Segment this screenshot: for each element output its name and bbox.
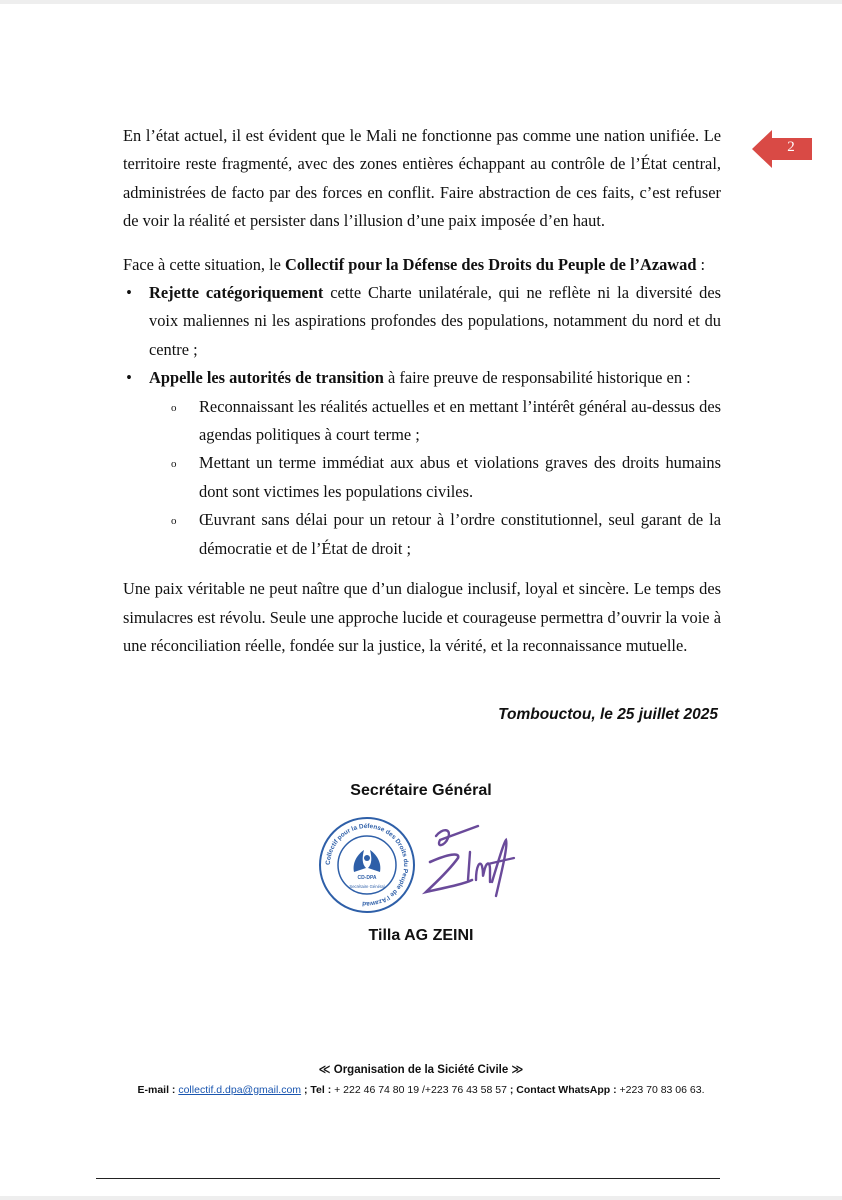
signatory-title: Secrétaire Général xyxy=(350,782,492,799)
svg-text:CD-DPA: CD-DPA xyxy=(357,875,377,881)
footer-divider xyxy=(96,1178,720,1179)
sub-list-item: o Mettant un terme immédiat aux abus et violations graves des droits humains dont sont victimes les populations civiles. xyxy=(123,449,721,506)
official-seal-icon xyxy=(318,816,416,914)
svg-text:Secrétaire Général: Secrétaire Général xyxy=(349,884,385,889)
circle-bullet-icon: o xyxy=(171,401,177,414)
bullet-icon: • xyxy=(126,283,132,303)
collective-name: Collectif pour la Défense des Droits du Peuple de l’Azawad xyxy=(285,254,697,274)
place-and-date: Tombouctou, le 25 juillet 2025 xyxy=(498,706,718,723)
circle-bullet-icon: o xyxy=(171,458,177,471)
list-item: • Appelle les autorités de transition à faire preuve de responsabilité historique en : xyxy=(123,364,721,392)
svg-text:Collectif pour la Défense des: Collectif pour la Défense des Droits du Peuple de l'Azawad xyxy=(324,822,410,908)
page-number-tab xyxy=(752,130,812,168)
signatory-name: Tilla AG ZEINI xyxy=(368,927,474,944)
document-page xyxy=(0,4,842,1196)
paragraph-intro: Face à cette situation, le Collectif pour la Défense des Droits du Peuple de l’Azawad : xyxy=(123,254,706,274)
list-item: • Rejette catégoriquement cette Charte unilatérale, qui ne reflète ni la diversité des voix maliennes ni les aspirations profondes des populations, notamment du nord et du centre ; xyxy=(123,279,721,364)
sub-list xyxy=(123,393,721,563)
handwritten-signature-icon xyxy=(418,822,518,900)
bullet-icon: • xyxy=(126,368,132,388)
sub-list-item: o Reconnaissant les réalités actuelles et en mettant l’intérêt général au-dessus des agendas politiques à court terme ; xyxy=(123,393,721,450)
page-number: 2 xyxy=(787,139,795,155)
letter-body xyxy=(123,122,721,660)
paragraph-conclusion: Une paix véritable ne peut naître que d’un dialogue inclusif, loyal et sincère. Le temps des simulacres est révolu. Seule une approche lucide et courageuse permettra d’ouvrir la voie à une réconciliation réelle, fondée sur la justice, la vérité, et la reconnaissance mutuelle. xyxy=(123,579,721,655)
circle-bullet-icon: o xyxy=(171,515,177,528)
sub-list-item: o Œuvrant sans délai pour un retour à l’ordre constitutionnel, seul garant de la démocratie et de l’État de droit ; xyxy=(123,506,721,563)
footer-organization: ≪ Organisation de la Siciété Civile ≫ xyxy=(318,1064,524,1076)
paragraph-situation: En l’état actuel, il est évident que le Mali ne fonctionne pas comme une nation unifiée. Le territoire reste fragmenté, avec des zones entières échappant au contrôle de l’État central, administrées de facto par des forces en conflit. Faire abstraction de ces faits, c’est refuser de voir la réalité et persister dans l’illusion d’une paix imposée d’en haut. xyxy=(123,126,721,231)
email-link[interactable]: collectif.d.dpa@gmail.com xyxy=(178,1084,302,1096)
resolution-list xyxy=(123,279,721,393)
footer-contact: E-mail : collectif.d.dpa@gmail.com ; Tel : + 222 46 74 80 19 /+223 76 43 58 57 ; Contact WhatsApp : +223 70 83 06 63. xyxy=(137,1084,705,1096)
